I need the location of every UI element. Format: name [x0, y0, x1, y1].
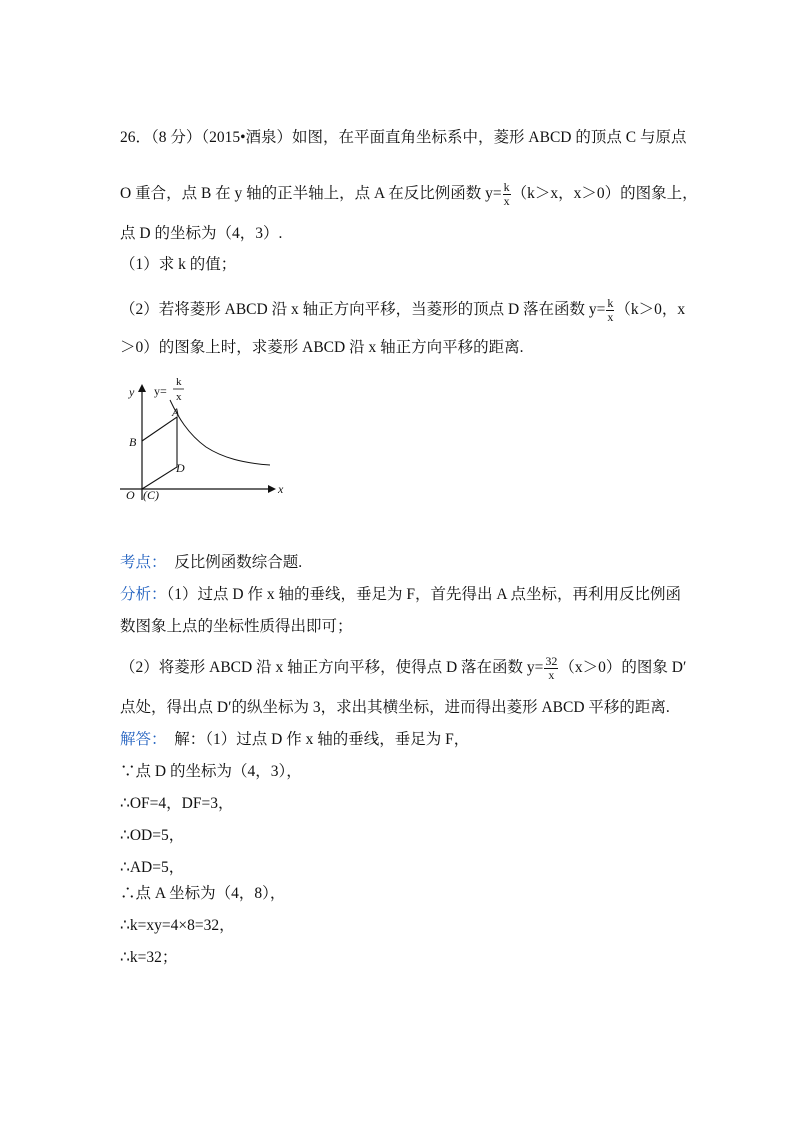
- problem-line-1: 26．（8 分）（2015•酒泉）如图，在平面直角坐标系中，菱形 ABCD 的顶点 C 与原点: [120, 129, 687, 146]
- problem-line-2-post: （k＞x，x＞0）的图象上，: [511, 185, 698, 203]
- x-axis-arrow-icon: [268, 485, 276, 493]
- jieda-label: 解答：: [120, 731, 167, 748]
- jieda-line-1: 解：（1）过点 D 作 x 轴的垂线，垂足为 F，: [174, 731, 470, 748]
- solution-step: ∴点 A 坐标为（4，8），: [120, 885, 286, 902]
- problem-line-2: [120, 181, 698, 208]
- question-2-post: （k＞0，x: [615, 301, 686, 319]
- fenxi-line-3-post: （x＞0）的图象 D′: [559, 659, 687, 677]
- solution-step: ∵点 D 的坐标为（4，3），: [120, 763, 302, 780]
- solution-step: ∴OD=5，: [120, 827, 185, 844]
- fraction-k-over-x: [606, 297, 614, 324]
- fraction-denominator: x: [607, 310, 614, 324]
- kaodian-label: 考点：: [120, 554, 167, 571]
- y-axis-arrow-icon: [138, 384, 146, 392]
- solution-step: ∴OF=4，DF=3，: [120, 795, 234, 812]
- kaodian-row: [120, 553, 302, 573]
- hyperbola-curve: [170, 400, 270, 465]
- point-b-label: B: [129, 435, 137, 449]
- fraction-numerator: 32: [545, 654, 558, 668]
- question-2-line-1: [120, 297, 685, 324]
- function-label-prefix: y=: [154, 384, 167, 398]
- fraction-numerator: k: [503, 180, 510, 194]
- fenxi-row-1: [120, 585, 681, 605]
- question-2-line-2: ＞0）的图象上时，求菱形 ABCD 沿 x 轴正方向平移的距离.: [120, 339, 524, 356]
- fraction-numerator: k: [607, 296, 614, 310]
- fenxi-line-1: （1）过点 D 作 x 轴的垂线，垂足为 F，首先得出 A 点坐标，再利用反比例函: [166, 586, 682, 603]
- question-1: （1）求 k 的值；: [120, 256, 237, 273]
- fraction-denominator: x: [503, 194, 510, 208]
- fraction-32-over-x: [544, 655, 558, 682]
- problem-line-2-pre: O 重合，点 B 在 y 轴的正半轴上，点 A 在反比例函数 y=: [120, 185, 502, 203]
- fenxi-line-3-pre: （2）将菱形 ABCD 沿 x 轴正方向平移，使得点 D 落在函数 y=: [120, 659, 544, 677]
- fraction-k-over-x: [503, 181, 511, 208]
- rhombus-figure: [118, 372, 288, 507]
- point-a-label: A: [172, 405, 180, 419]
- question-2-pre: （2）若将菱形 ABCD 沿 x 轴正方向平移，当菱形的顶点 D 落在函数 y=: [120, 301, 606, 319]
- problem-line-3: 点 D 的坐标为（4，3）.: [120, 225, 283, 242]
- kaodian-text: 反比例函数综合题.: [174, 554, 303, 571]
- fenxi-row-3: [120, 655, 686, 682]
- function-label-denominator: x: [176, 391, 182, 403]
- solution-step: ∴AD=5，: [120, 859, 185, 876]
- jieda-row: [120, 730, 469, 750]
- rhombus: [142, 417, 177, 489]
- fenxi-line-2: 数图象上点的坐标性质得出即可；: [120, 618, 353, 635]
- x-axis-label: x: [278, 482, 284, 496]
- point-d-label: D: [176, 461, 185, 475]
- fenxi-label: 分析：: [120, 586, 167, 603]
- fenxi-line-4: 点处，得出点 D′的纵坐标为 3，求出其横坐标，进而得出菱形 ABCD 平移的距离.: [120, 699, 670, 716]
- y-axis-label: y: [129, 385, 135, 399]
- solution-step: ∴k=xy=4×8=32，: [120, 917, 235, 934]
- point-c-label: (C): [143, 488, 159, 502]
- fraction-denominator: x: [548, 668, 555, 682]
- origin-label: O: [126, 488, 135, 502]
- solution-step: ∴k=32；: [120, 949, 178, 966]
- function-label-numerator: k: [176, 376, 182, 388]
